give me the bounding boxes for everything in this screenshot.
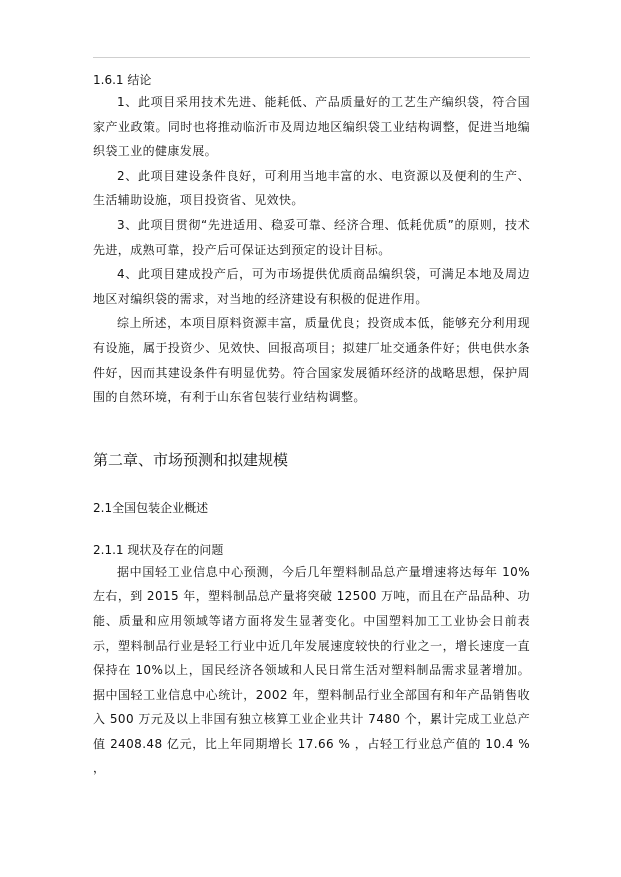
chapter-2-title: 第二章、市场预测和拟建规模 <box>93 450 289 469</box>
header-rule <box>93 57 530 58</box>
conclusion-paragraph-1: 1、此项目采用技术先进、能耗低、产品质量好的工艺生产编织袋，符合国家产业政策。同时也将推动临沂市及周边地区编织袋工业结构调整，促进当地编织袋工业的健康发展。 <box>93 95 530 159</box>
conclusion-paragraph-2: 2、此项目建设条件良好，可利用当地丰富的水、电资源以及便利的生产、生活辅助设施，项目投资省、见效快。 <box>93 168 530 208</box>
status-paragraph-1: 据中国轻工业信息中心预测，今后几年塑料制品总产量增速将达每年 10%左右，到 2015 年，塑料制品总产量将突破 12500 万吨，而且在产品品种、功能、质量和应用领域等诸方面将发生显著变化。中国塑料加工工业协会日前表示，塑料制品行业是轻工行业中近几年发展速度较快的行业之一，增长速度一直保持在 10%以上，国民经济各领域和人民日常生活对塑料制品需求显著增加。据中国轻工业信息中心统计，2002 年，塑料制品行业全部国有和年产品销售收入 500 万元及以上非国有独立核算工业企业共计 7480 个，累计完成工业总产值 2408.48 亿元，比上年同期增长 17.66 % ，占轻工行业总产值的 10.4 % ， <box>93 564 530 776</box>
section-2-1-1-heading: 2.1.1 现状及存在的问题 <box>93 542 224 557</box>
section-2-1-heading: 2.1全国包装企业概述 <box>93 500 209 515</box>
conclusion-paragraph-3: 3、此项目贯彻“先进适用、稳妥可靠、经济合理、低耗优质”的原则，技术先进，成熟可靠，投产后可保证达到预定的设计目标。 <box>93 217 530 257</box>
conclusion-paragraph-4: 4、此项目建成投产后，可为市场提供优质商品编织袋，可满足本地及周边地区对编织袋的需求，对当地的经济建设有积极的促进作用。 <box>93 267 530 306</box>
conclusion-paragraph-5: 综上所述，本项目原料资源丰富，质量优良；投资成本低，能够充分利用现有设施，属于投资少、见效快、回报高项目；拟建厂址交通条件好；供电供水条件好，因而其建设条件有明显优势。符合国家发展循环经济的战略思想，保护周围的自然环境，有利于山东省包装行业结构调整。 <box>93 316 530 405</box>
section-1-6-1-heading: 1.6.1 结论 <box>93 73 152 87</box>
document-body <box>93 70 530 781</box>
